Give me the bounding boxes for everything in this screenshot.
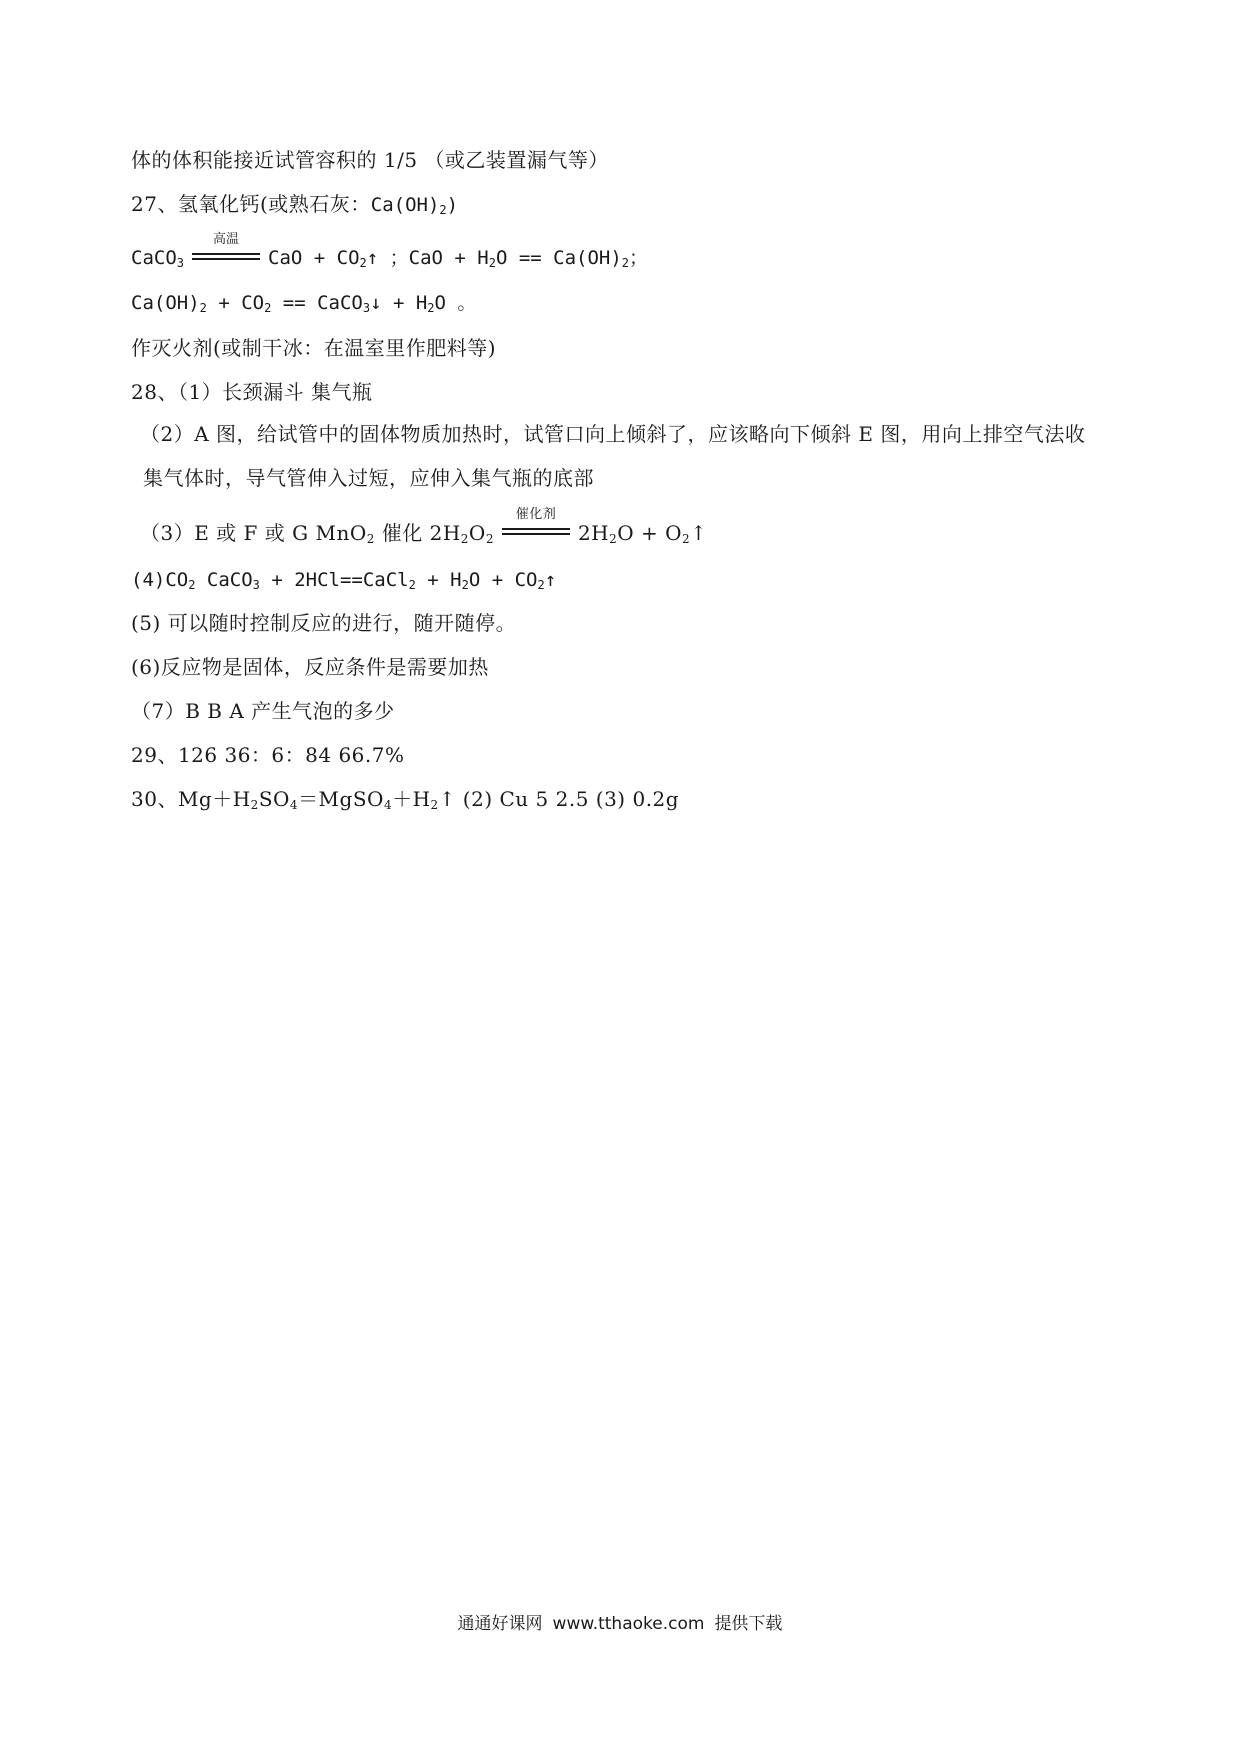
equation-limewater-co2: $Ca(OH)_2 + CO_2$ == CaCO$_3$↓ + $H_2O$ 。: [131, 292, 477, 315]
footer-url: www.tthaoke.com: [552, 1614, 705, 1634]
page-footer: [0, 1612, 1240, 1636]
answer-28-6: (6)反应物是固体，反应条件是需要加热: [131, 655, 489, 679]
answer-27-use: 作灭火剂(或制干冰：在温室里作肥料等): [131, 336, 497, 360]
answer-28-7: （7）B B A 产生气泡的多少: [131, 699, 395, 723]
answer-27-formula: $Ca(OH)_2$): [370, 194, 459, 217]
equation-caco3-decomposition: CaCO$_3$ 高温 CaO + $CO_2↑$ ；CaO + $H_2O == Ca(OH)_2$；: [131, 232, 649, 270]
reaction-condition-label: 催化剂: [515, 507, 557, 522]
answer-28-2-line2: 集气体时，导气管伸入过短，应伸入集气瓶的底部: [143, 466, 594, 490]
footer-site-name: 通通好课网: [457, 1614, 543, 1634]
reaction-condition-label: 高温: [212, 232, 239, 247]
answer-line-26-cont: 体的体积能接近试管容积的 1/5 （或乙装置漏气等）: [131, 148, 609, 172]
answer-28-3: （3）E 或 F 或 G MnO$_2$ 催化 $2H_2O_2$ 催化剂 $2H_2O$ + $O_2↑$: [140, 507, 708, 546]
answer-28-1: 28、（1）长颈漏斗 集气瓶: [131, 380, 373, 404]
answer-28-2-line1: （2）A 图，给试管中的固体物质加热时，试管口向上倾斜了，应该略向下倾斜 E 图，用向上排空气法收: [140, 422, 1086, 446]
answer-28-4: $(4)CO_2$ CaCO$_3$ + 2HCl==CaCl$_2$ + $H_2O$ + $CO_2↑$: [131, 569, 557, 592]
answer-27-heading: [131, 190, 458, 219]
footer-suffix: 提供下载: [714, 1614, 783, 1634]
answer-28-5: (5) 可以随时控制反应的进行，随开随停。: [131, 611, 517, 635]
reaction-arrow-high-temp: [192, 232, 260, 272]
answer-30: 30、$Mg+H_2SO_4=MgSO_4+H_2↑$ (2) Cu 5 2.5 (3) 0.2g: [131, 787, 680, 812]
reaction-arrow-catalyst: [502, 507, 570, 547]
answer-27-text: 27、氢氧化钙(或熟石灰：: [131, 192, 371, 216]
answer-29: 29、126 36：6：84 66.7%: [131, 743, 405, 767]
